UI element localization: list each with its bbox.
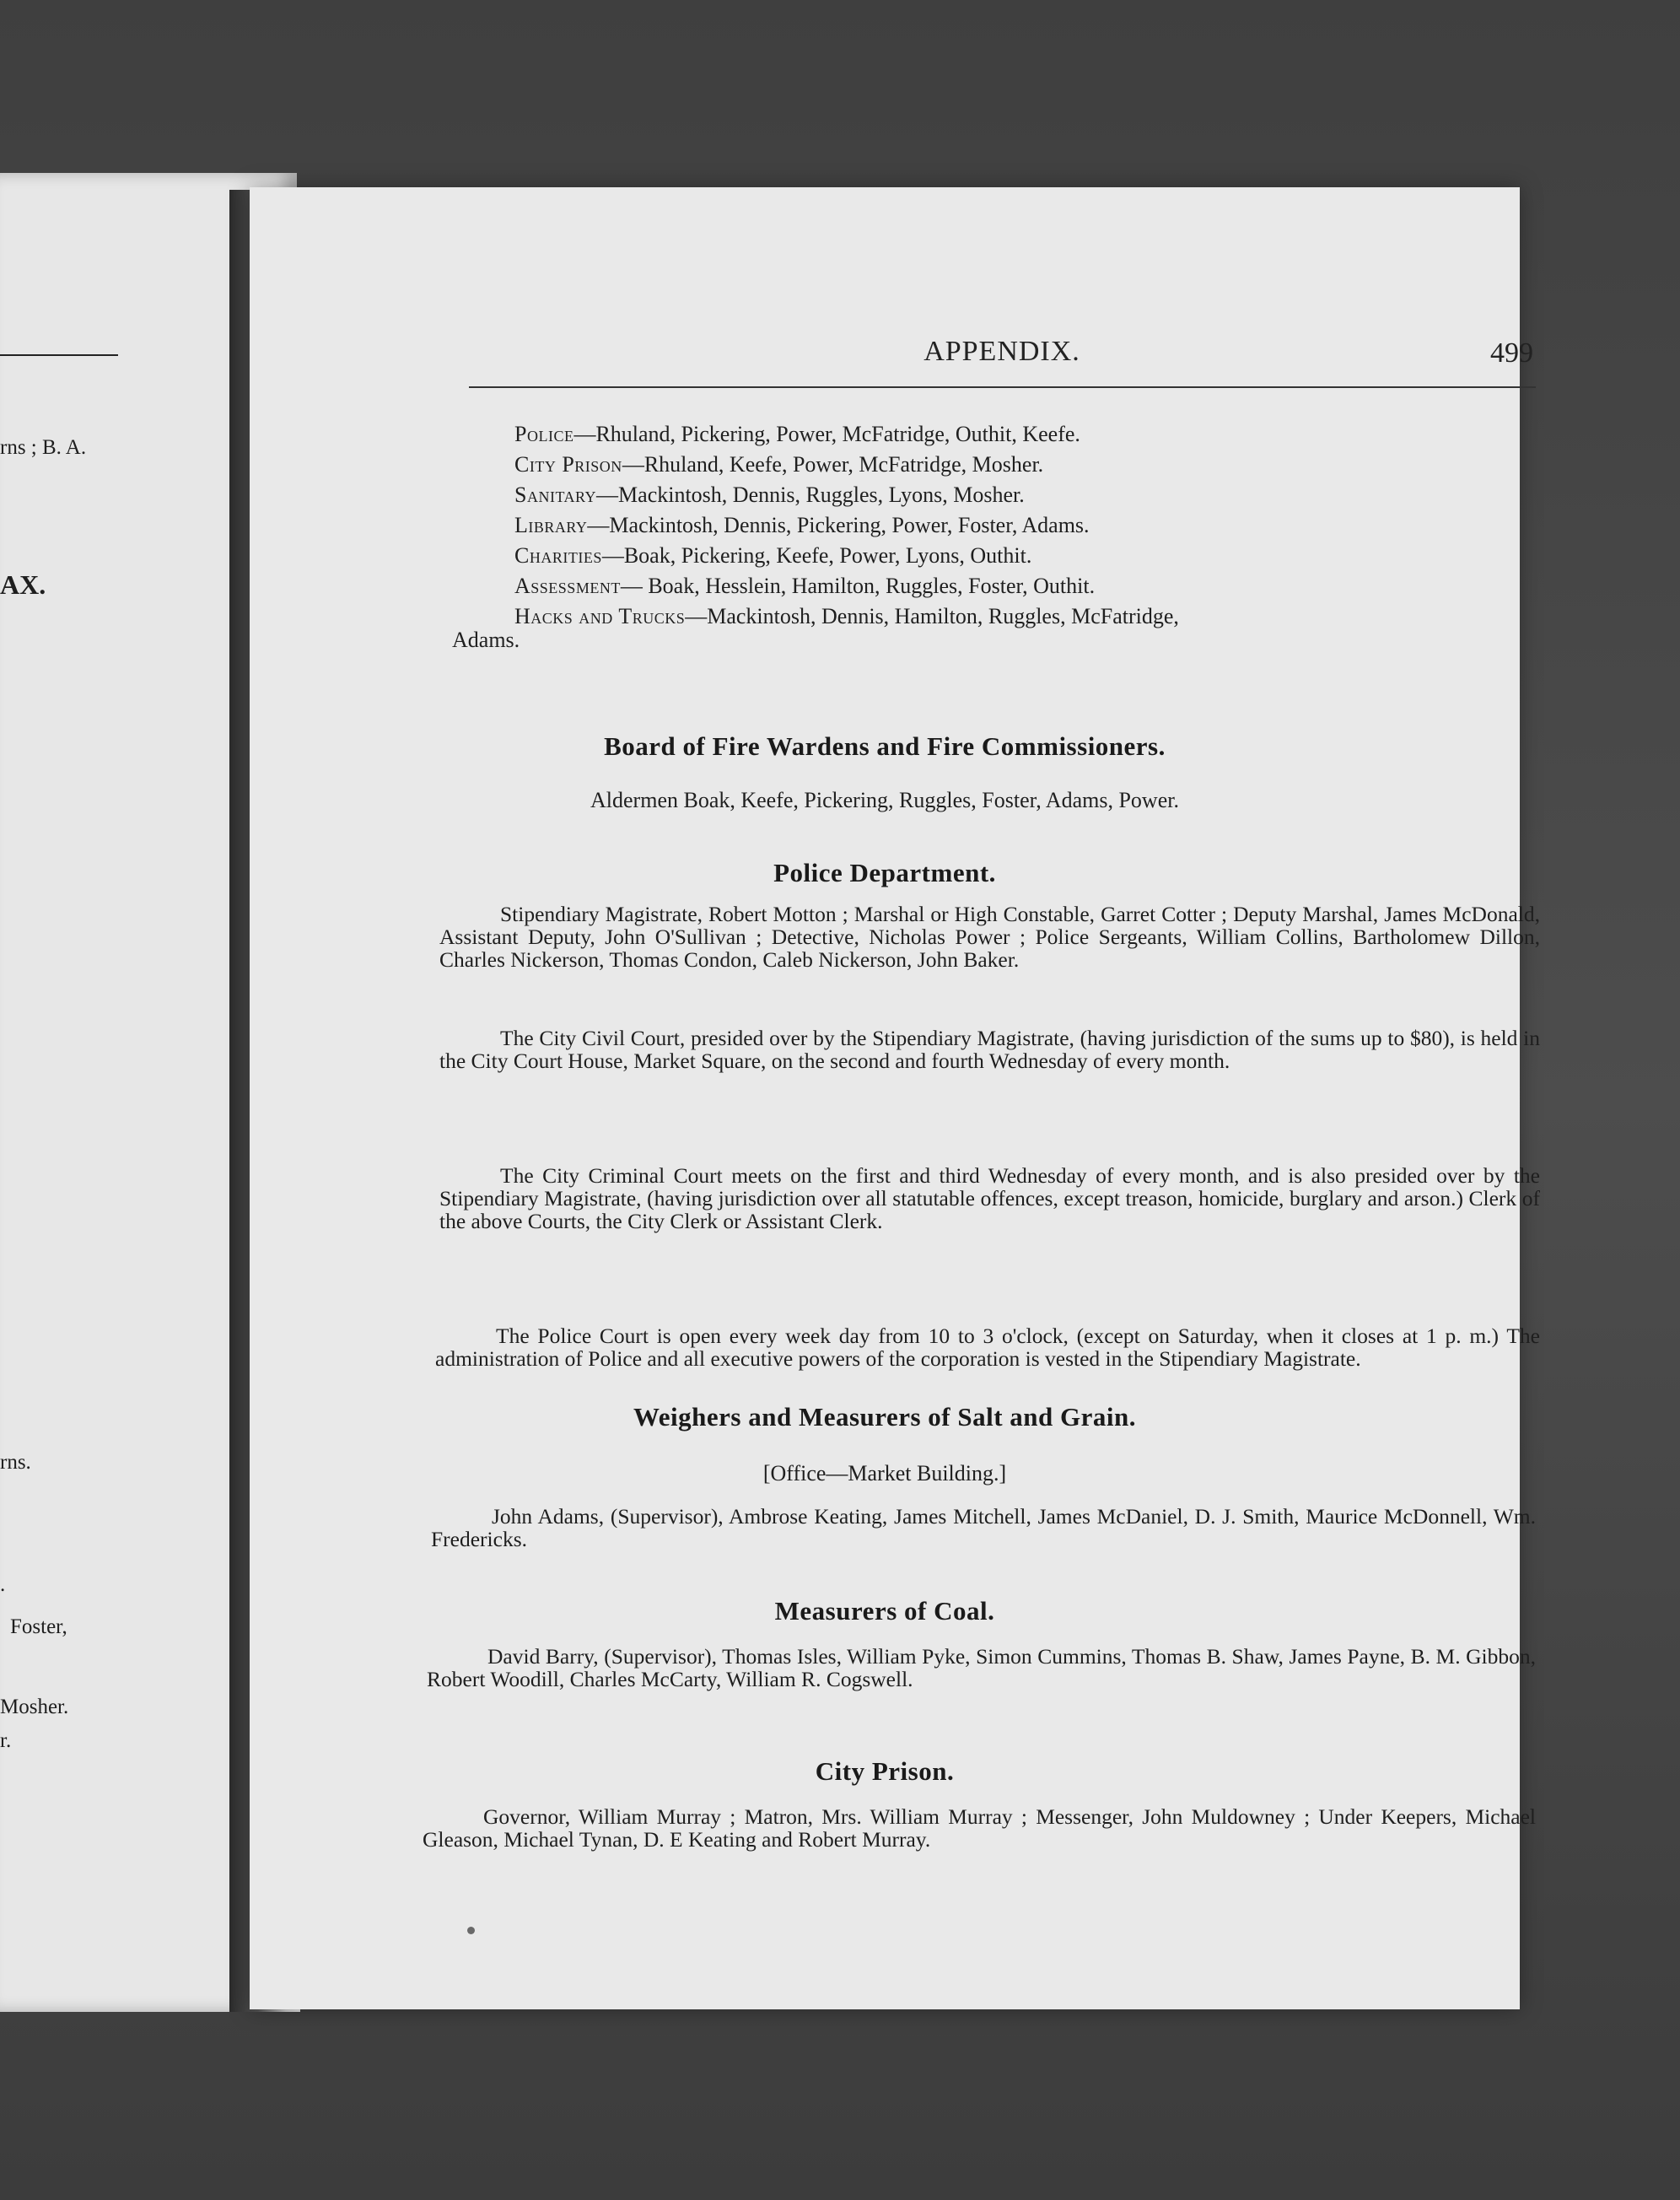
paragraph-text: John Adams, (Supervisor), Ambrose Keating, James Mitchell, James McDaniel, D. J. Smith, Maurice McDonnell, Wm. Fredericks.: [431, 1504, 1536, 1551]
paragraph-text: The City Criminal Court meets on the first and third Wednesday of every month, and is also presided over by the Stipendiary Magistrate, (having jurisdiction over all statutable offences, except treason, homicide, burglary and arson.) Clerk of the above Courts, the City Clerk or Assistant Clerk.: [439, 1163, 1540, 1233]
left-fragment: AX.: [0, 569, 46, 600]
header-rule: [469, 386, 1536, 388]
weighers-paragraph: [431, 1505, 1536, 1550]
police-court-paragraph: [435, 1324, 1540, 1370]
right-page: [250, 187, 1540, 2009]
left-fragment: rns.: [0, 1451, 31, 1474]
committee-line: [514, 483, 1025, 508]
left-fragment: Mosher.: [0, 1696, 69, 1718]
city-prison-heading: City Prison.: [815, 1756, 955, 1786]
fire-wardens-heading: Board of Fire Wardens and Fire Commissioners.: [604, 731, 1166, 761]
committee-continuation: Adams.: [452, 628, 520, 652]
paragraph-text: David Barry, (Supervisor), Thomas Isles, William Pyke, Simon Cummins, Thomas B. Shaw, James Payne, B. M. Gibbon, Robert Woodill, Charles McCarty, William R. Cogswell.: [427, 1644, 1536, 1691]
committee-name: Police: [514, 422, 574, 446]
ink-dot: [467, 1927, 475, 1934]
paragraph-text: The Police Court is open every week day from 10 to 3 o'clock, (except on Saturday, when it closes at 1 p. m.) The administration of Police and all executive powers of the corporation is vested in the Stipendiary Magistrate.: [435, 1324, 1540, 1371]
left-fragment: Foster,: [10, 1615, 67, 1638]
police-officers-paragraph: [439, 903, 1540, 971]
civil-court-paragraph: [439, 1027, 1540, 1072]
paragraph-text: The City Civil Court, presided over by the Stipendiary Magistrate, (having jurisdiction of the sums up to $80), is held in the City Court House, Market Square, on the second and fourth Wednesday of every month.: [439, 1026, 1540, 1073]
committee-line: [514, 452, 1043, 477]
committee-line: [514, 604, 1179, 629]
committee-line: [514, 513, 1090, 538]
police-department-heading: Police Department.: [773, 858, 996, 887]
committee-members: —Rhuland, Keefe, Power, McFatridge, Mosher.: [622, 452, 1044, 477]
coal-heading: Measurers of Coal.: [774, 1596, 995, 1626]
page-number: 499: [1490, 337, 1533, 369]
committee-name: City Prison: [514, 452, 622, 477]
left-fragment: r.: [0, 1729, 12, 1752]
committee-members: —Boak, Pickering, Keefe, Power, Lyons, Outhit.: [601, 543, 1032, 568]
weighers-office: [Office—Market Building.]: [762, 1461, 1007, 1486]
fire-wardens-members: Aldermen Boak, Keefe, Pickering, Ruggles, Foster, Adams, Power.: [590, 788, 1179, 812]
committee-name: Charities: [514, 543, 602, 568]
left-page-rule: [0, 354, 118, 356]
coal-paragraph: [427, 1645, 1536, 1690]
committee-name: Library: [514, 513, 588, 537]
paragraph-text: Stipendiary Magistrate, Robert Motton ; Marshal or High Constable, Garret Cotter ; Deputy Marshal, James McDonald, Assistant Deputy, John O'Sullivan ; Detective, Nicholas Power ; Police Sergeants, William Collins, Bartholomew Dillon, Charles Nickerson, Thomas Condon, Caleb Nickerson, John Baker.: [439, 902, 1540, 972]
committee-line: [514, 422, 1080, 447]
left-fragment: rns ; B. A.: [0, 436, 87, 459]
committee-members: —Mackintosh, Dennis, Pickering, Power, Foster, Adams.: [587, 513, 1090, 537]
criminal-court-paragraph: [439, 1164, 1540, 1232]
committee-members: —Mackintosh, Dennis, Ruggles, Lyons, Mosher.: [596, 483, 1025, 507]
committee-name: Hacks and Trucks: [514, 604, 686, 628]
running-title: APPENDIX.: [923, 336, 1080, 367]
committee-name: Sanitary: [514, 483, 597, 507]
city-prison-paragraph: [423, 1805, 1536, 1851]
running-head: [471, 336, 1533, 386]
weighers-heading: Weighers and Measurers of Salt and Grain.: [633, 1402, 1137, 1432]
paragraph-text: Governor, William Murray ; Matron, Mrs. William Murray ; Messenger, John Muldowney ; Under Keepers, Michael Gleason, Michael Tynan, D. E Keating and Robert Murray.: [423, 1804, 1536, 1852]
committee-line: [514, 574, 1095, 599]
committee-members: —Mackintosh, Dennis, Hamilton, Ruggles, McFatridge,: [685, 604, 1179, 628]
committee-line: [514, 543, 1031, 569]
committee-name: Assessment: [514, 574, 621, 598]
committee-members: —Rhuland, Pickering, Power, McFatridge, Outhit, Keefe.: [573, 422, 1080, 446]
committee-members: — Boak, Hesslein, Hamilton, Ruggles, Foster, Outhit.: [620, 574, 1096, 598]
left-fragment: .: [0, 1573, 6, 1596]
